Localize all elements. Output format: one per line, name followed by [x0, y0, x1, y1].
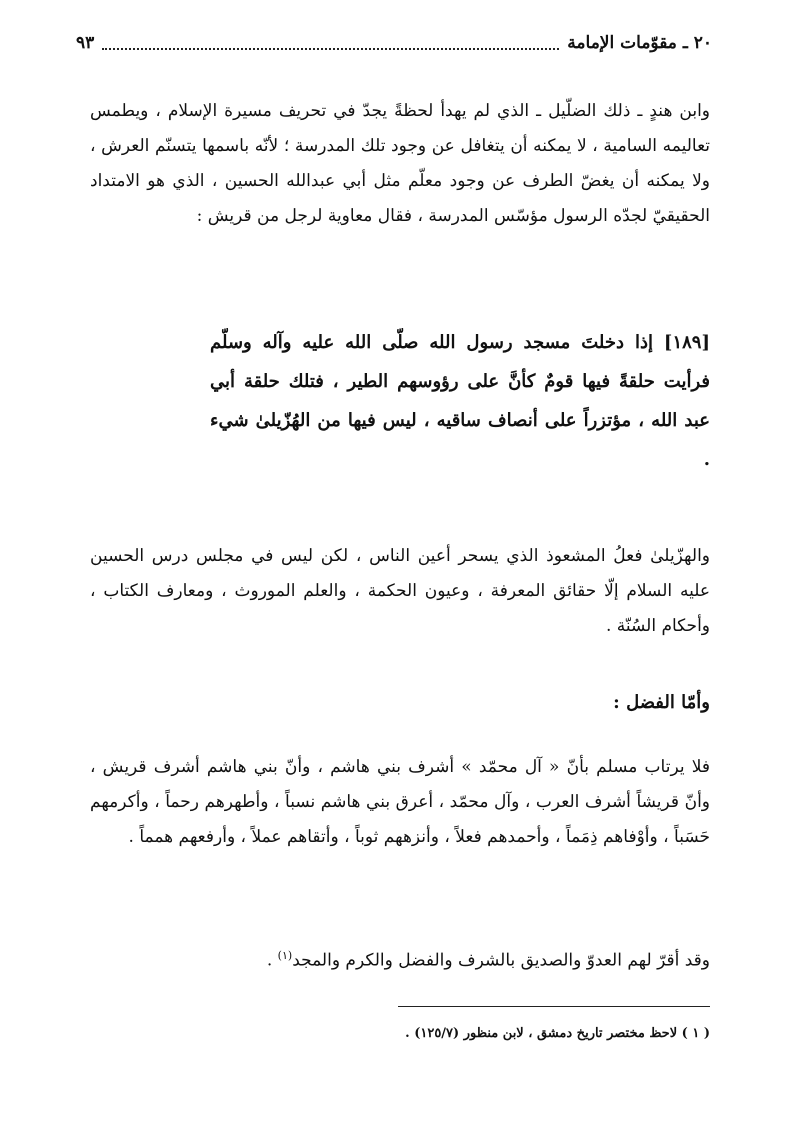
body-paragraph-3: فلا يرتاب مسلم بأنّ « آل محمّد » أشرف بني هاشم ، وأنّ بني هاشم أشرف قريش ، وأنّ قريشاً أشرف العرب ، وآل محمّد ، أعرق بني هاشم نسباً ، وأطهرهم رحماً ، وأكرمهم حَسَباً ، وأوْفاهم ذِمَماً ، وأحمدهم فعلاً ، وأنزههم ثوباً ، وأتقاهم عملاً ، وأرفعهم همماً .: [90, 757, 710, 847]
page-header: [76, 26, 712, 60]
footnote: ( ١ ) لاحظ مختصر تاريخ دمشق ، لابن منظور (١٢٥/٧) .: [405, 1026, 710, 1041]
chapter-title: ٢٠ ـ مقوّمات الإمامة: [567, 33, 712, 53]
body-paragraph-2: والهزّيلىٰ فعلُ المشعوذ الذي يسحر أعين الناس ، لكن ليس في مجلس درس الحسين عليه السلام إلّا حقائق المعرفة ، وعيون الحكمة ، والعلم الموروث ، ومعارف الكتاب ، وأحكام السُنّة .: [90, 546, 710, 636]
footnote-reference[interactable]: (١): [277, 949, 293, 962]
footnote-divider: [398, 1006, 710, 1007]
body-paragraph-4: [90, 938, 710, 979]
body-paragraph-1: وابن هندٍ ـ ذلك الضلّيل ـ الذي لم يهدأ لحظةً يجدّ في تحريف مسيرة الإسلام ، ويطمس تعاليمه السامية ، لا يمكنه أن يتغافل عن وجود تلك المدرسة ؛ لأنّه باسمها يتسنّم العرش ، ولا يمكنه أن يغضّ الطرف عن وجود معلّم مثل أبي عبدالله الحسين ، الذي هو الامتداد الحقيقيّ لجدّه الرسول مؤسّس المدرسة ، فقال معاوية لرجل من قريش :: [90, 101, 710, 226]
paragraph-4-end: .: [266, 950, 278, 971]
paragraph-4-text: وقد أقرّ لهم العدوّ والصديق بالشرف والفضل والكرم والمجد: [292, 950, 710, 971]
page-number: ٩٣: [76, 33, 95, 53]
hadith-quote: [١٨٩] إذا دخلتَ مسجد رسول الله صلّى الله عليه وآله وسلّم فرأيت حلقةً فيها قومٌ كأنَّ على رؤوسهم الطير ، فتلك حلقة أبي عبد الله ، مؤتزراً على أنصاف ساقيه ، ليس فيها من الهُزّيلىٰ شيء .: [210, 332, 710, 470]
section-heading: وأمّا الفضل :: [613, 692, 710, 713]
dot-leader: [102, 48, 559, 50]
